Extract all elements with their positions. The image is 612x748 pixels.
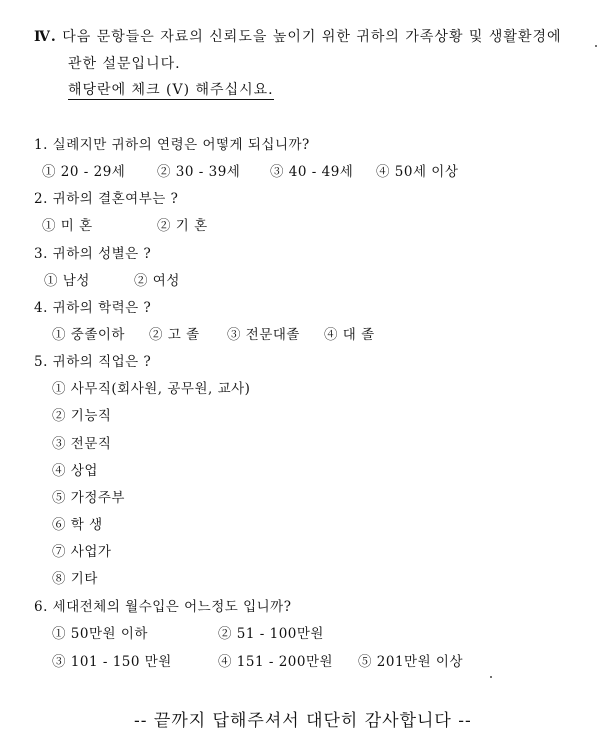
question-1-label: 1. 실례지만 귀하의 연령은 어떻게 되십니까?: [34, 137, 310, 153]
question-6-label: 6. 세대전체의 월수입은 어느정도 입니까?: [34, 599, 292, 615]
section-intro-line1: [34, 26, 562, 46]
scan-speck: [490, 676, 492, 678]
section-intro-line2: 관한 설문입니다.: [68, 56, 181, 72]
question-2-option-1[interactable]: ① 미 혼: [42, 218, 93, 234]
question-4-label: 4. 귀하의 학력은 ?: [34, 300, 152, 316]
question-2-option-2[interactable]: ② 기 혼: [157, 218, 208, 234]
question-4-option-3[interactable]: ③ 전문대졸: [227, 327, 300, 343]
question-6-option-5[interactable]: ⑤ 201만원 이상: [358, 654, 464, 670]
question-5-option-4[interactable]: ④ 상업: [52, 463, 98, 479]
question-1-option-4[interactable]: ④ 50세 이상: [376, 164, 459, 180]
question-4-option-4[interactable]: ④ 대 졸: [324, 327, 375, 343]
question-1-option-2[interactable]: ② 30 - 39세: [157, 164, 241, 180]
question-3-option-2[interactable]: ② 여성: [134, 273, 180, 289]
question-1-option-3[interactable]: ③ 40 - 49세: [270, 164, 354, 180]
question-5-option-7[interactable]: ⑦ 사업가: [52, 544, 112, 560]
question-5-option-6[interactable]: ⑥ 학 생: [52, 517, 103, 533]
question-5-option-1[interactable]: ① 사무직(회사원, 공무원, 교사): [52, 381, 251, 397]
section-numeral: Ⅳ.: [34, 29, 57, 45]
section-instruction: [68, 79, 274, 99]
scan-speck: [595, 45, 597, 47]
question-4-option-2[interactable]: ② 고 졸: [149, 327, 200, 343]
question-5-option-5[interactable]: ⑤ 가정주부: [52, 490, 125, 506]
question-6-option-1[interactable]: ① 50만원 이하: [52, 626, 148, 642]
question-1-option-1[interactable]: ① 20 - 29세: [42, 164, 126, 180]
question-2-label: 2. 귀하의 결혼여부는 ?: [34, 191, 179, 207]
closing-message: -- 끝까지 답해주셔서 대단히 감사합니다 --: [134, 711, 472, 731]
question-5-option-2[interactable]: ② 기능직: [52, 408, 112, 424]
question-3-label: 3. 귀하의 성별은 ?: [34, 246, 152, 262]
instruction-text: 해당란에 체크 (V) 해주십시요.: [68, 82, 274, 98]
question-5-option-8[interactable]: ⑧ 기타: [52, 571, 98, 587]
question-5-option-3[interactable]: ③ 전문직: [52, 436, 112, 452]
question-6-option-4[interactable]: ④ 151 - 200만원: [218, 654, 334, 670]
question-5-label: 5. 귀하의 직업은 ?: [34, 354, 152, 370]
question-4-option-1[interactable]: ① 중졸이하: [52, 327, 125, 343]
question-6-option-2[interactable]: ② 51 - 100만원: [218, 626, 324, 642]
question-3-option-1[interactable]: ① 남성: [44, 273, 90, 289]
section-intro-text: 다음 문항들은 자료의 신뢰도을 높이기 위한 귀하의 가족상황 및 생활환경에: [62, 29, 562, 45]
question-6-option-3[interactable]: ③ 101 - 150 만원: [52, 654, 172, 670]
